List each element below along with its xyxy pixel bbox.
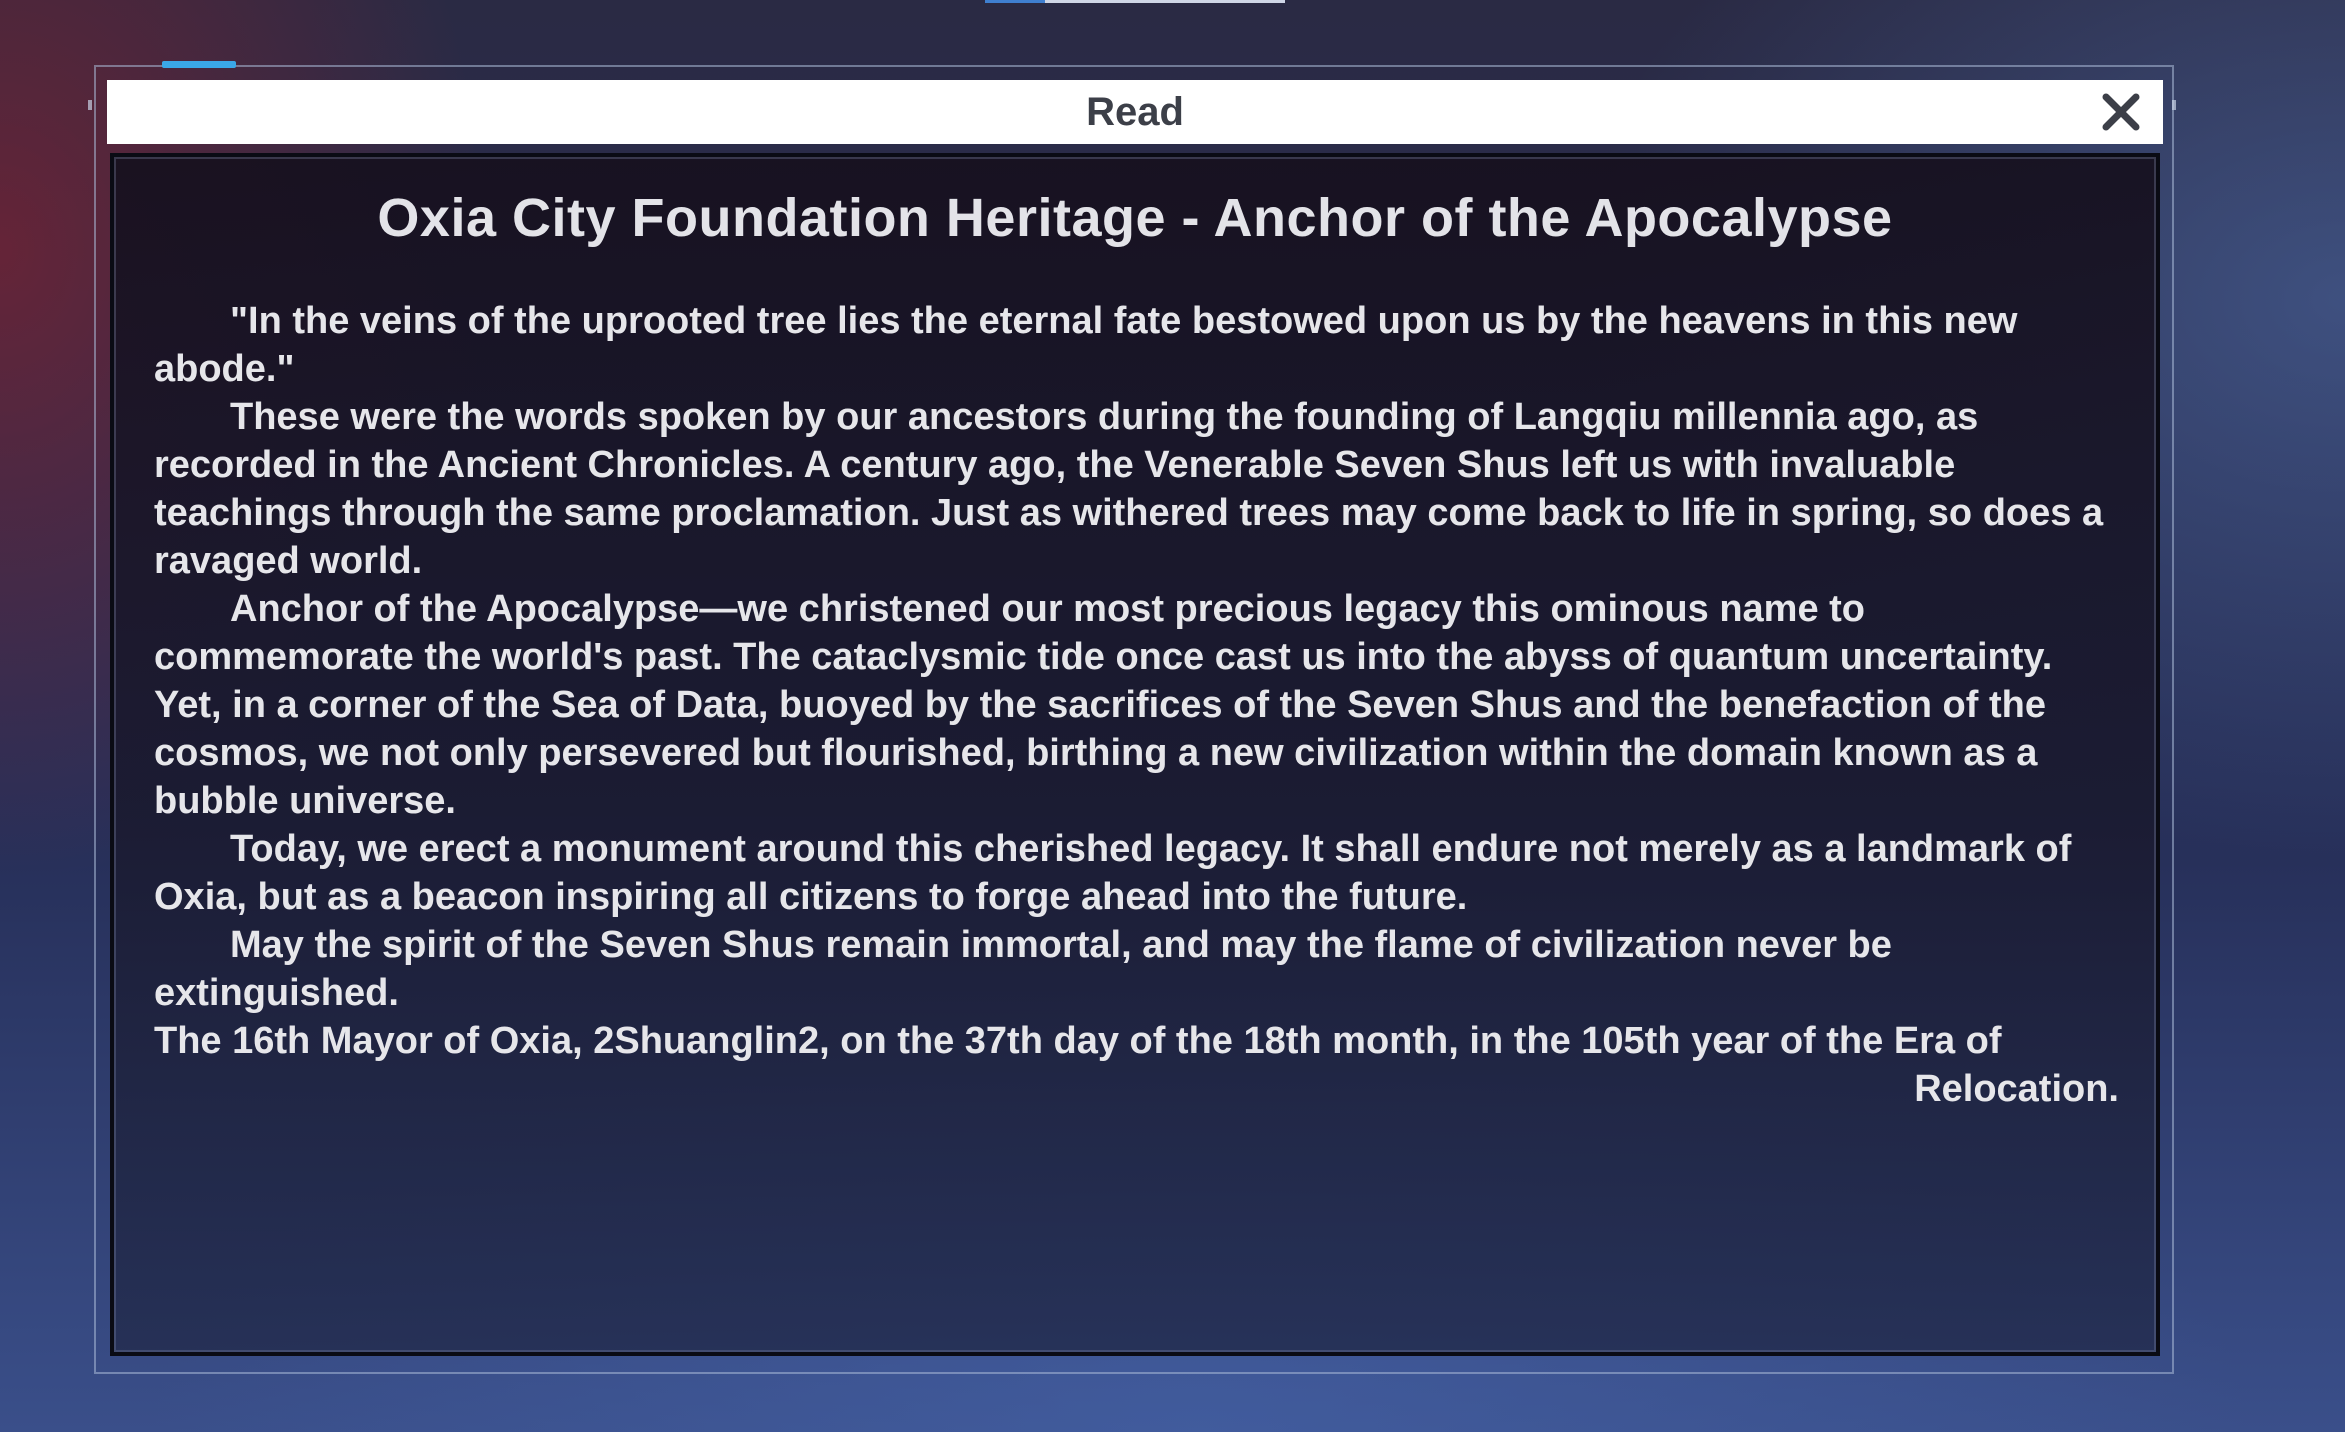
- document-paragraph: These were the words spoken by our ancestors during the founding of Langqiu millennia ago, as recorded in the Ancient Chronicles. A century ago, the Venerable Seven Shus left us with invaluable teachings through the same proclamation. Just as withered trees may come back to life in spring, so does a ravaged world.: [154, 396, 2104, 582]
- close-icon: [2097, 88, 2145, 136]
- dialog-title: Read: [1086, 90, 1184, 134]
- close-button[interactable]: [2097, 88, 2145, 136]
- document-paragraph: Anchor of the Apocalypse—we christened our most precious legacy this ominous name to commemorate the world's past. The cataclysmic tide once cast us into the abyss of quantum uncertainty. Yet, in a corner of the Sea of Data, buoyed by the sacrifices of the Seven Shus and the benefaction of the cosmos, we not only persevered but flourished, birthing a new civilization within the domain known as a bubble universe.: [154, 588, 2053, 822]
- document-title: Oxia City Foundation Heritage - Anchor of the Apocalypse: [377, 188, 1893, 248]
- document-signature: The 16th Mayor of Oxia, 2Shuanglin2, on the 37th day of the 18th month, in the 105th year of the Era of: [154, 1020, 2002, 1062]
- document-paragraph: May the spirit of the Seven Shus remain immortal, and may the flame of civilization never be extinguished.: [154, 924, 1892, 1014]
- document-paragraph: "In the veins of the uprooted tree lies the eternal fate bestowed upon us by the heavens in this new abode.": [154, 300, 2018, 390]
- document-signature-end: Relocation.: [1914, 1068, 2119, 1110]
- document-body: [154, 297, 2119, 1113]
- document-paragraph: Today, we erect a monument around this cherished legacy. It shall endure not merely as a landmark of Oxia, but as a beacon inspiring all citizens to forge ahead into the future.: [154, 828, 2072, 918]
- document-panel: [110, 153, 2160, 1356]
- frame-notch-left: [88, 100, 92, 110]
- frame-accent-line: [162, 61, 236, 68]
- dialog-title-bar: [107, 80, 2163, 144]
- frame-notch-right: [2172, 100, 2176, 110]
- top-tab-indicator: [985, 0, 1285, 3]
